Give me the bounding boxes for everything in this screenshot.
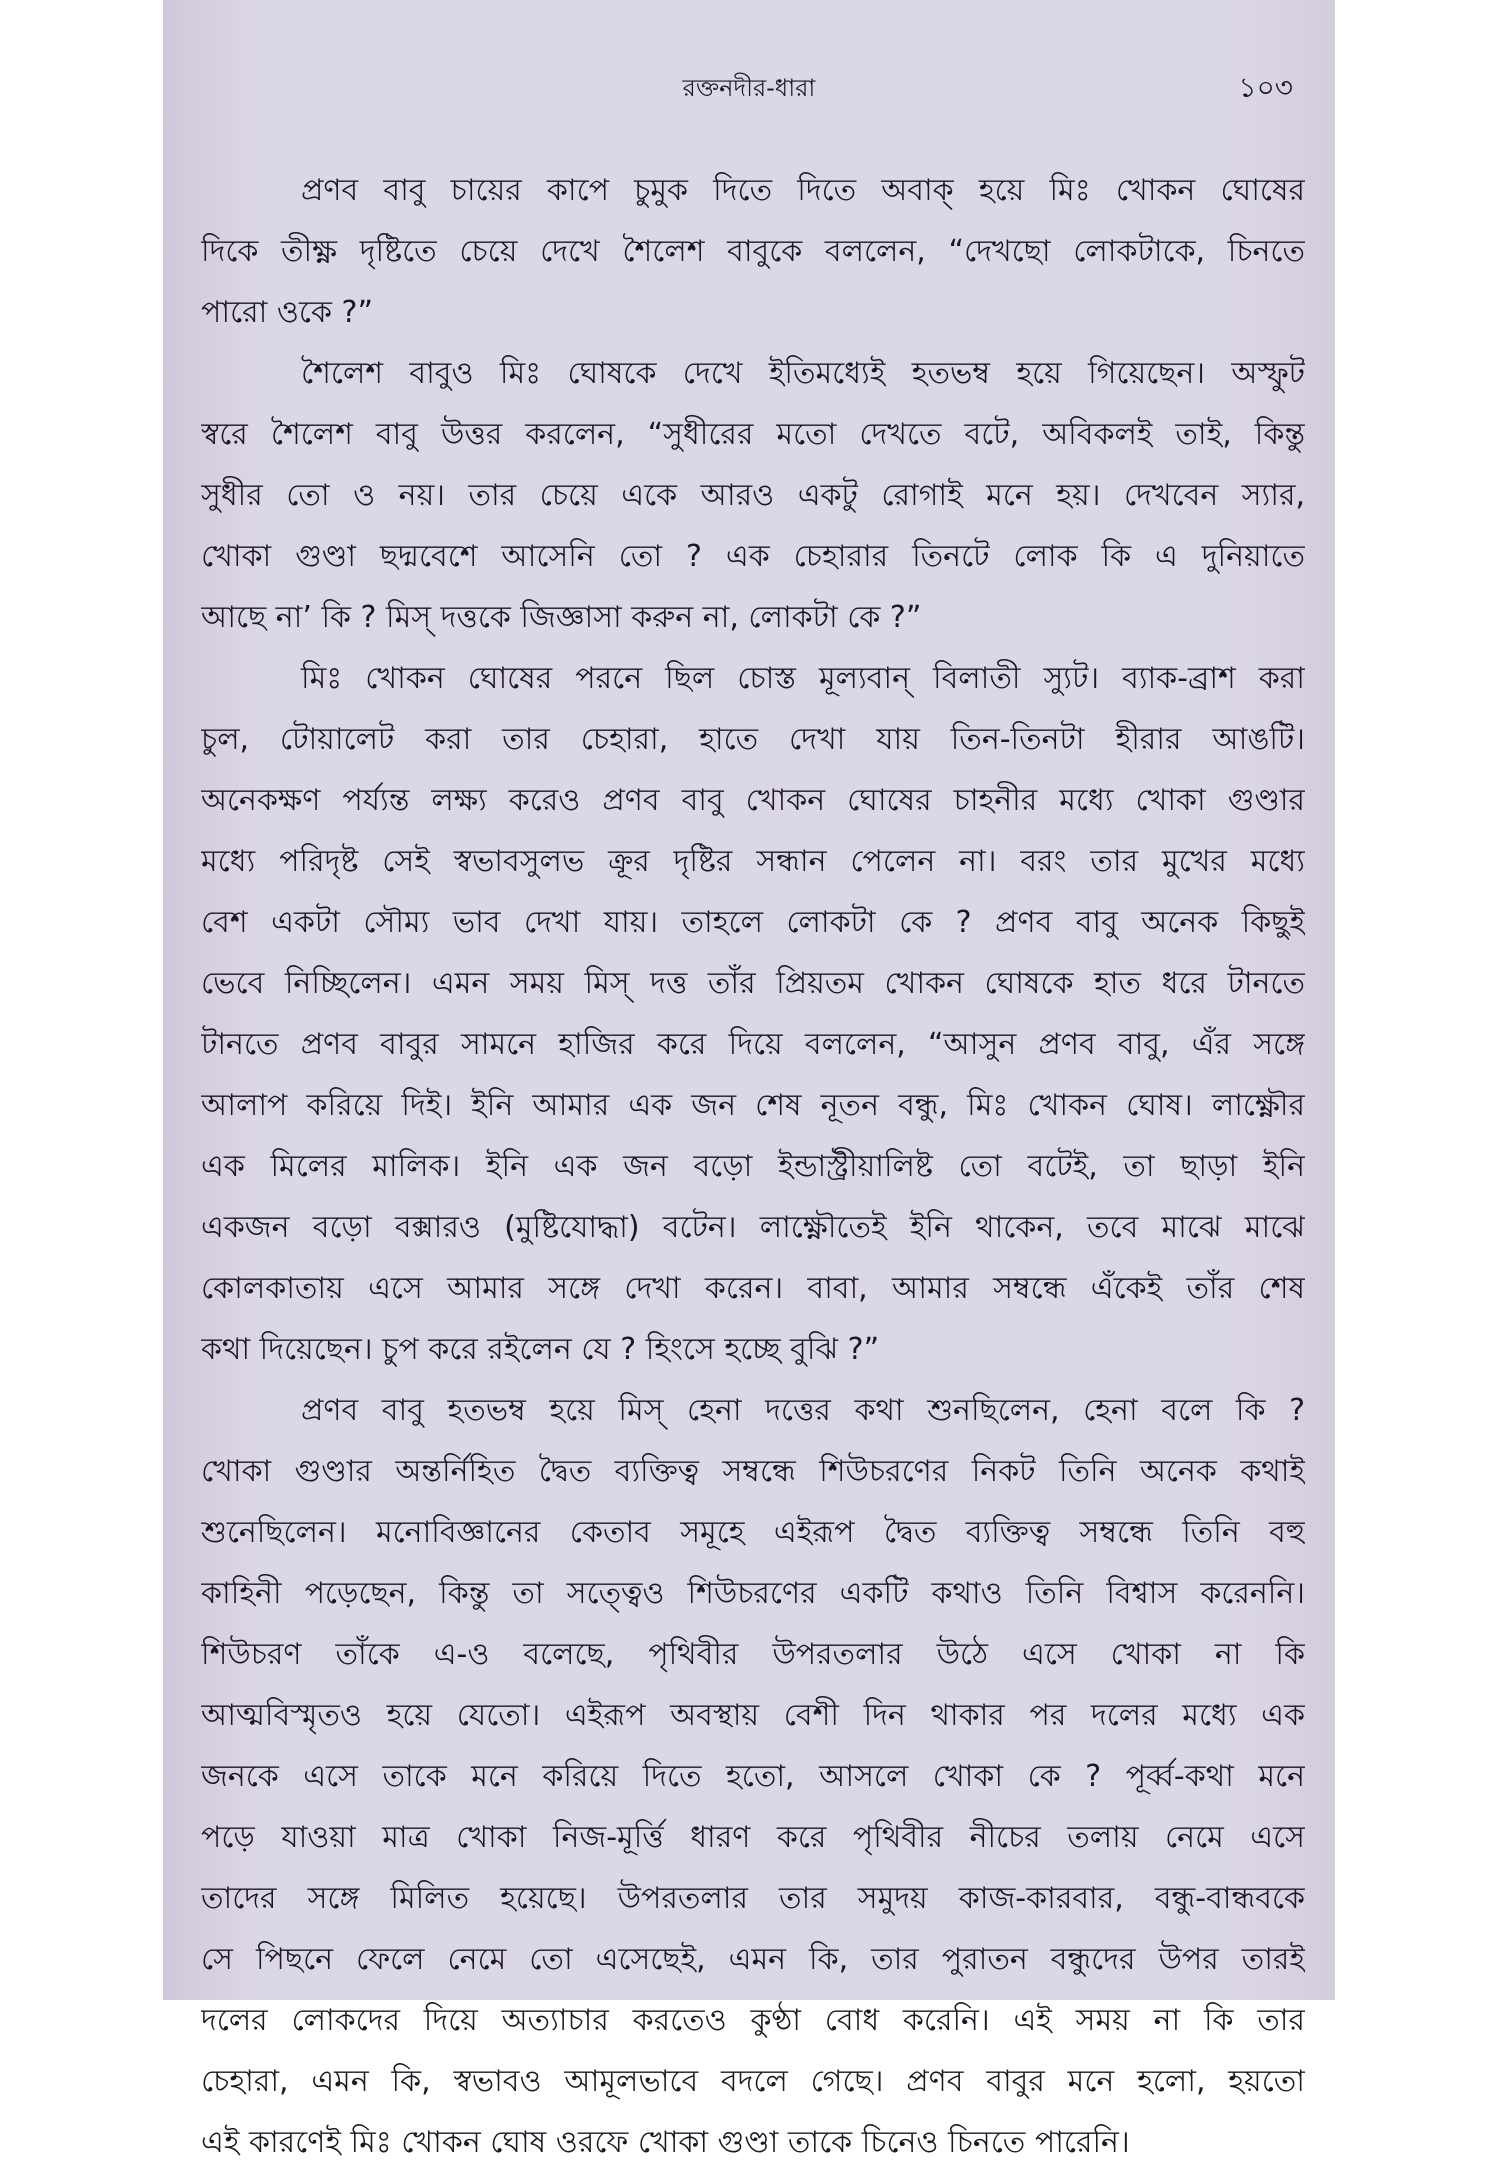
text-line: প্রণব বাবু চায়ের কাপে চুমুক দিতে দিতে অবাক্ হয়ে মিঃ খোকন ঘোষের	[301, 173, 1305, 208]
text-line: সুধীর তো ও নয়। তার চেয়ে একে আরও একটু রোগাই মনে হয়। দেখবেন স্যার,	[201, 478, 1305, 513]
text-line: শুনেছিলেন। মনোবিজ্ঞানের কেতাব সমূহে এইরূপ দ্বৈত ব্যক্তিত্ব সম্বন্ধে তিনি বহু	[201, 1515, 1305, 1550]
text-line: টানতে প্রণব বাবুর সামনে হাজির করে দিয়ে বললেন, “আসুন প্রণব বাবু, এঁর সঙ্গে	[201, 1027, 1305, 1062]
paragraph	[201, 1380, 1305, 2173]
text-line: শিউচরণ তাঁকে এ-ও বলেছে, পৃথিবীর উপরতলার উঠে এসে খোকা না কি	[201, 1637, 1305, 1672]
text-line: শৈলেশ বাবুও মিঃ ঘোষকে দেখে ইতিমধ্যেই হতভম্ব হয়ে গিয়েছেন। অস্ফুট	[301, 356, 1305, 391]
text-line: তাদের সঙ্গে মিলিত হয়েছে। উপরতলার তার সমুদয় কাজ-কারবার, বন্ধু-বান্ধবকে	[201, 1881, 1305, 1916]
text-line: দলের লোকদের দিয়ে অত্যাচার করতেও কুণ্ঠা বোধ করেনি। এই সময় না কি তার	[201, 2003, 1305, 2038]
book-page	[163, 0, 1335, 2160]
running-title: রক্তনদীর-ধারা	[682, 74, 816, 102]
text-line: আছে না’ কি ? মিস্ দত্তকে জিজ্ঞাসা করুন না, লোকটা কে ?”	[201, 600, 922, 635]
text-line: প্রণব বাবু হতভম্ব হয়ে মিস্ হেনা দত্তের কথা শুনছিলেন, হেনা বলে কি ?	[301, 1393, 1305, 1428]
paragraph	[201, 343, 1305, 648]
paragraph	[201, 648, 1305, 1380]
text-line: বেশ একটা সৌম্য ভাব দেখা যায়। তাহলে লোকটা কে ? প্রণব বাবু অনেক কিছুই	[201, 905, 1305, 940]
text-line: কোলকাতায় এসে আমার সঙ্গে দেখা করেন। বাবা, আমার সম্বন্ধে এঁকেই তাঁর শেষ	[201, 1271, 1305, 1306]
body-text	[201, 160, 1305, 2173]
running-head	[163, 62, 1335, 112]
text-line: জনকে এসে তাকে মনে করিয়ে দিতে হতো, আসলে খোকা কে ? পূর্ব্ব-কথা মনে	[201, 1759, 1305, 1794]
text-line: আলাপ করিয়ে দিই। ইনি আমার এক জন শেষ নূতন বন্ধু, মিঃ খোকন ঘোষ। লাক্ষ্ণৌর	[201, 1088, 1305, 1123]
text-line: চুল, টোয়ালেট করা তার চেহারা, হাতে দেখা যায় তিন-তিনটা হীরার আঙটি।	[201, 722, 1305, 757]
text-line: একজন বড়ো বক্সারও (মুষ্টিযোদ্ধা) বটেন। লাক্ষ্ণৌতেই ইনি থাকেন, তবে মাঝে মাঝে	[201, 1210, 1305, 1245]
text-line: সে পিছনে ফেলে নেমে তো এসেছেই, এমন কি, তার পুরাতন বন্ধুদের উপর তারই	[201, 1942, 1305, 1977]
text-line: পারো ওকে ?”	[201, 295, 373, 330]
text-line: চেহারা, এমন কি, স্বভাবও আমূলভাবে বদলে গেছে। প্রণব বাবুর মনে হলো, হয়তো	[201, 2064, 1305, 2099]
text-line: স্বরে শৈলেশ বাবু উত্তর করলেন, “সুধীরের মতো দেখতে বটে, অবিকলই তাই, কিন্তু	[201, 417, 1305, 452]
text-line: আত্মবিস্মৃতও হয়ে যেতো। এইরূপ অবস্থায় বেশী দিন থাকার পর দলের মধ্যে এক	[201, 1698, 1305, 1733]
text-line: দিকে তীক্ষ্ণ দৃষ্টিতে চেয়ে দেখে শৈলেশ বাবুকে বললেন, “দেখছো লোকটাকে, চিনতে	[201, 234, 1305, 269]
text-line: খোকা গুণ্ডার অন্তর্নিহিত দ্বৈত ব্যক্তিত্ব সম্বন্ধে শিউচরণের নিকট তিনি অনেক কথাই	[201, 1454, 1305, 1489]
text-line: মধ্যে পরিদৃষ্ট সেই স্বভাবসুলভ ক্রূর দৃষ্টির সন্ধান পেলেন না। বরং তার মুখের মধ্যে	[201, 844, 1305, 879]
text-line: পড়ে যাওয়া মাত্র খোকা নিজ-মূর্ত্তি ধারণ করে পৃথিবীর নীচের তলায় নেমে এসে	[201, 1820, 1305, 1855]
text-line: এক মিলের মালিক। ইনি এক জন বড়ো ইন্ডাস্ট্রীয়ালিষ্ট তো বটেই, তা ছাড়া ইনি	[201, 1149, 1305, 1184]
text-line: ভেবে নিচ্ছিলেন। এমন সময় মিস্ দত্ত তাঁর প্রিয়তম খোকন ঘোষকে হাত ধরে টানতে	[201, 966, 1305, 1001]
text-line: অনেকক্ষণ পর্য্যন্ত লক্ষ্য করেও প্রণব বাবু খোকন ঘোষের চাহনীর মধ্যে খোকা গুণ্ডার	[201, 783, 1305, 818]
text-line: মিঃ খোকন ঘোষের পরনে ছিল চোস্ত মূল্যবান্ বিলাতী স্যুট। ব্যাক-ব্রাশ করা	[301, 661, 1305, 696]
text-line: কাহিনী পড়েছেন, কিন্তু তা সত্ত্বেও শিউচরণের একটি কথাও তিনি বিশ্বাস করেননি।	[201, 1576, 1305, 1611]
text-line: কথা দিয়েছেন। চুপ করে রইলেন যে ? হিংসে হচ্ছে বুঝি ?”	[201, 1332, 880, 1367]
text-line: এই কারণেই মিঃ খোকন ঘোষ ওরফে খোকা গুণ্ডা তাকে চিনেও চিনতে পারেনি।	[201, 2125, 1130, 2160]
paragraph	[201, 160, 1305, 343]
text-line: খোকা গুণ্ডা ছদ্মবেশে আসেনি তো ? এক চেহারার তিনটে লোক কি এ দুনিয়াতে	[201, 539, 1305, 574]
page-number: ১০৩	[1238, 71, 1293, 104]
